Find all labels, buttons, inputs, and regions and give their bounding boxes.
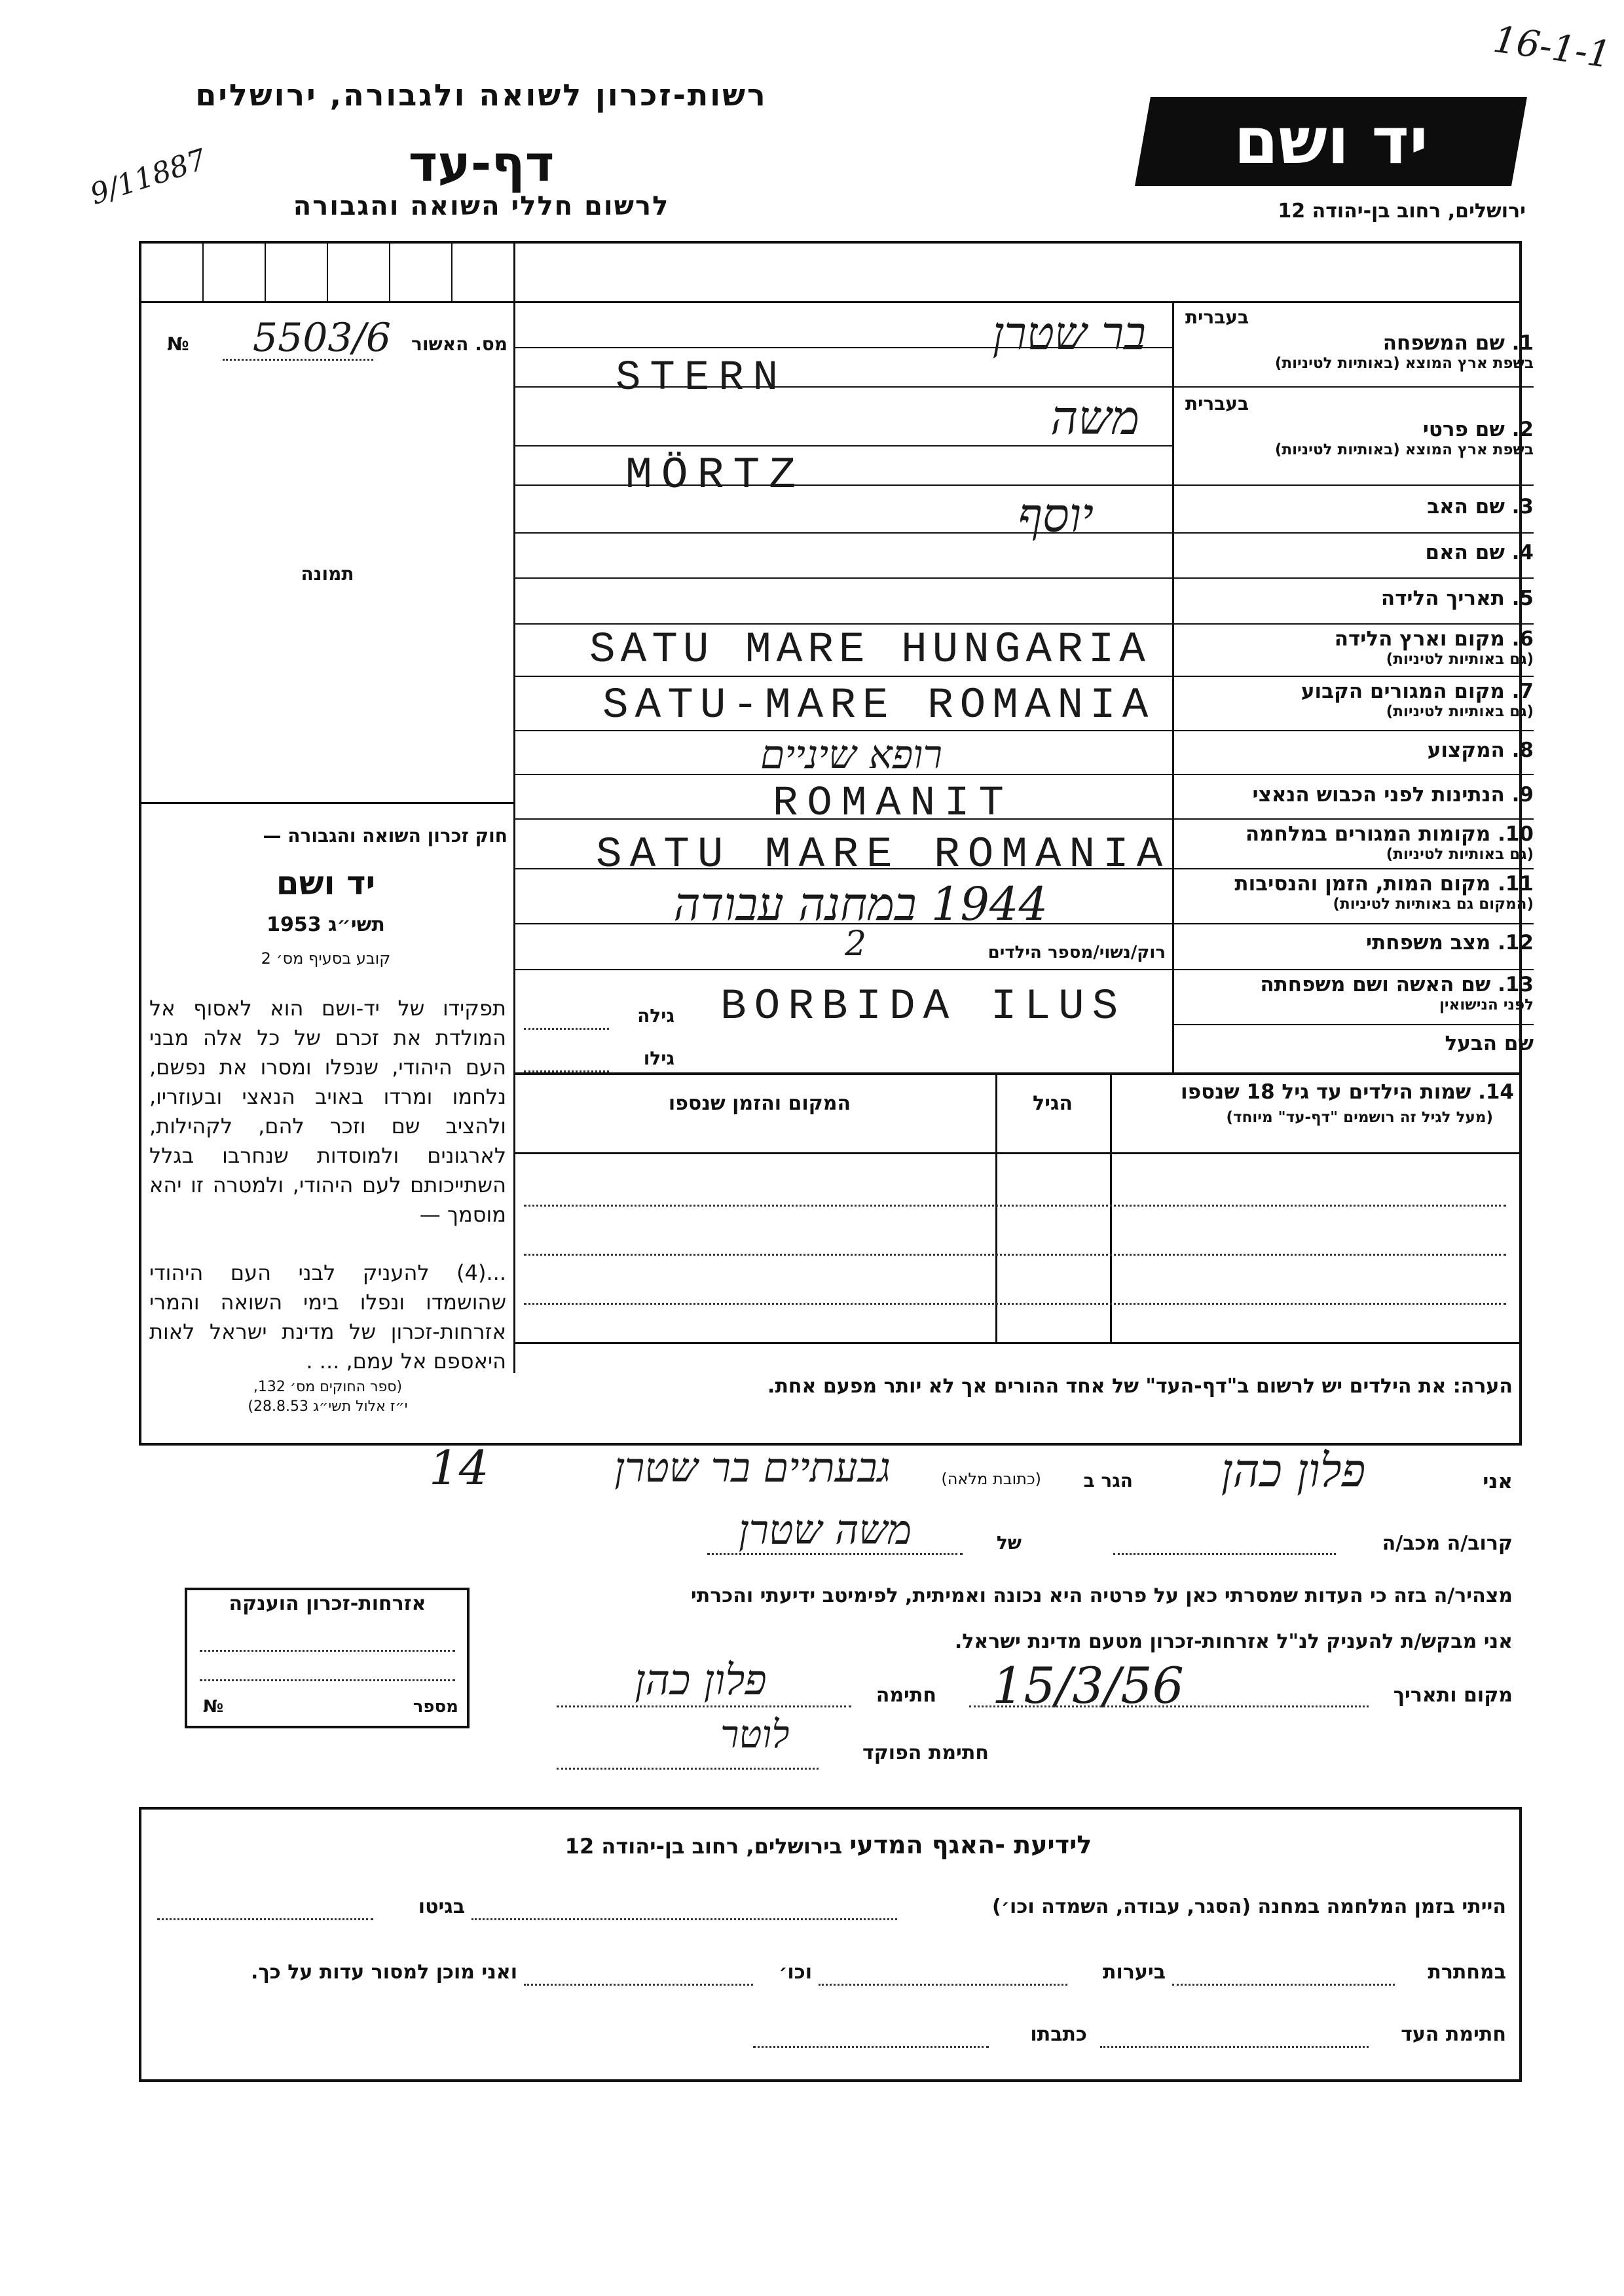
field10-sublabel: (גם באותיות לטיניות) (1386, 846, 1534, 863)
field2-hebrew-tag: בעברית (1185, 393, 1249, 414)
citizenship-dotted-line (200, 1650, 455, 1652)
field-separator (1172, 730, 1534, 731)
field-separator (1172, 774, 1534, 775)
citizenship-number-label: מספר (413, 1697, 458, 1717)
surname-latin-value: STERN (616, 355, 788, 402)
residence-value: SATU-MARE ROMANIA (602, 681, 1155, 730)
officer-signature-label: חתימת הפוקד (862, 1741, 989, 1764)
value-line (515, 969, 1172, 970)
of-label: של (996, 1532, 1022, 1554)
citizenship-number-prefix: № (203, 1697, 224, 1717)
children-header (1113, 1080, 1519, 1142)
value-line (515, 623, 1172, 625)
field1-sublabel: בשפת ארץ המוצא (באותיות לטיניות) (1274, 355, 1534, 372)
registration-label: מס. האשור (411, 333, 507, 355)
field1-label: 1. שם המשפחה (1382, 331, 1534, 355)
footer-line3-b: כתבתו (1030, 2023, 1087, 2046)
handwritten-number: 14 (429, 1440, 489, 1495)
field5-label: 5. תאריך הלידה (1380, 587, 1534, 610)
law-source: (ספר החוקים מס׳ 132, (253, 1379, 403, 1395)
signature-label: חתימה (876, 1684, 936, 1707)
children-table-bottom (515, 1342, 1519, 1344)
footer-line3-a: חתימת העד (1401, 2023, 1506, 2046)
field2-sublabel: בשפת ארץ המוצא (באותיות לטיניות) (1274, 441, 1534, 458)
field-separator (1172, 868, 1534, 869)
wartime-residence-value: SATU MARE ROMANIA (596, 830, 1171, 879)
husband-age-label: גילו (643, 1048, 674, 1069)
footer-dotted-line (819, 1984, 1067, 1986)
field-separator (1172, 532, 1534, 534)
tick-cells (141, 244, 513, 301)
field13-sublabel: לפני הנישואין (1439, 996, 1534, 1013)
footer-line2-c: וכו׳ (779, 1961, 812, 1984)
photo-placeholder-label: תמונה (301, 563, 354, 585)
registration-dotted-line (223, 359, 373, 361)
birthplace-value: SATU MARE HUNGARIA (589, 625, 1151, 674)
field4-label: 4. שם האם (1425, 541, 1534, 564)
registration-prefix: № (167, 333, 189, 355)
date-value: 15/3/56 (992, 1656, 1184, 1715)
footer-dotted-line (1172, 1984, 1395, 1986)
resident-label: הגר ב (1083, 1470, 1133, 1491)
footer-line1-b: בגיטו (418, 1895, 465, 1918)
field-separator (1172, 484, 1534, 486)
relative-dotted-line (1113, 1553, 1336, 1555)
field-separator (1172, 818, 1534, 820)
profession-value: רופא שיניים (760, 732, 942, 778)
value-line (515, 676, 1172, 677)
footer-title-rest: בירושלים, רחוב בן-יהודה 12 (564, 1834, 850, 1859)
field-separator (1172, 623, 1534, 625)
field-separator (1172, 969, 1534, 970)
law-date: י״ז אלול תשי״ג 28.8.53) (248, 1398, 408, 1415)
place-date-label: מקום ותאריך (1393, 1684, 1513, 1707)
field1-hebrew-tag: בעברית (1185, 306, 1249, 328)
footer-dotted-line (753, 2046, 989, 2048)
address-hint: (כתובת מלאה) (941, 1470, 1041, 1488)
field13-label: 13. שם האשה ושם משפחתה (1260, 973, 1534, 996)
fields-labels-column (1172, 301, 1534, 1074)
footer-line1-a: הייתי בזמן המלחמה במחנה (הסגר, עבודה, השמדה וכו׳) (992, 1895, 1506, 1918)
field9-label: 9. הנתינות לפני הכבוש הנאצי (1252, 783, 1534, 807)
law-clause: קובע בסעיף מס׳ 2 (261, 949, 391, 968)
footer-line2-a: במחתרת (1428, 1961, 1506, 1984)
wife-age-dotted-line (524, 1028, 609, 1030)
field14-label: 14. שמות הילדים עד גיל 18 שנספו (1181, 1080, 1514, 1104)
children-note: הערה: את הילדים יש לרשום ב"דף-העד" של אחד ההורים אך לא יותר מפעם אחת. (767, 1375, 1513, 1398)
reference-number-top-left: 9/11887 (86, 143, 211, 211)
field11-label: 11. מקום המות, הזמן והנסיבות (1234, 872, 1534, 896)
footer-title (151, 1831, 1506, 1859)
footer-dotted-line (524, 1984, 753, 1986)
declarant-i-label: אני (1483, 1470, 1513, 1493)
husband-label: שם הבעל (1445, 1032, 1534, 1055)
form-title: דף-עד (408, 134, 555, 192)
footer-line2-b: ביערות (1103, 1961, 1166, 1984)
field10-label: 10. מקומות המגורים במלחמה (1245, 822, 1534, 846)
signature-value: פלון כהן (635, 1656, 767, 1705)
law-title: חוק זכרון השואה והגבורה — (263, 825, 507, 847)
field-separator (1172, 386, 1534, 388)
column-divider (513, 244, 515, 1373)
value-line (515, 730, 1172, 731)
value-line (515, 386, 1172, 388)
law-year: תשי״ג 1953 (267, 913, 385, 936)
field-separator (1172, 1024, 1534, 1025)
field3-label: 3. שם האב (1427, 495, 1534, 519)
field6-label: 6. מקום וארץ הלידה (1334, 627, 1534, 651)
law-name: יד ושם (276, 864, 376, 902)
value-line (515, 484, 1172, 486)
nationality-value: ROMANIT (773, 780, 1013, 828)
citizenship-granted-title: אזרחות-זכרון הוענקה (229, 1592, 426, 1615)
footer-dotted-line (471, 1918, 897, 1920)
first-name-latin-value: MÖRTZ (625, 450, 805, 501)
citizenship-request: אני מבקש/ת להעניק לנ"ל אזרחות-זכרון מטעם מדינת ישראל. (954, 1630, 1513, 1653)
footer-dotted-line (1100, 2046, 1369, 2048)
surname-hebrew-value: בר שטרן (992, 306, 1146, 360)
field11-sublabel: (המקום גם באותיות לטיניות) (1333, 896, 1534, 913)
of-dotted-line (707, 1553, 963, 1555)
reference-number-top-right: 16-1-1 (1490, 18, 1614, 77)
field-separator (1172, 577, 1534, 579)
marital-inline-label: רוק/נשוי/מספר הילדים (987, 943, 1166, 962)
footer-title-bold: לידיעת -האגף המדעי (849, 1831, 1092, 1859)
registration-value: 5503/6 (252, 315, 391, 361)
field2-label: 2. שם פרטי (1422, 418, 1534, 441)
footer-line2-d: ואני מוכן למסור עדות על כך. (251, 1961, 517, 1984)
registration-number (167, 315, 507, 362)
field-separator (1172, 923, 1534, 924)
law-text: תפקידו של יד-ושם הוא לאסוף אל המולדת את זכרם של כל אלה מבני העם היהודי, שנפלו ומסרו את נפשם, נלחמו ומרדו באויב הנאצי ובעוזריו, ולהציב שם וזכר להם, לקהילות, לארגונים ולמוסדות שנחרבו בגלל השתייכותם לעם היהודי, ולמטרה זו יהא מוסמך — (149, 996, 506, 1227)
wife-name-value: BORBIDA ILUS (720, 982, 1126, 1031)
relative-label: קרוב/ה מכב/ה (1382, 1532, 1513, 1555)
declarant-address-value: גבעתיים בר שטרן (614, 1444, 891, 1491)
children-place-header: המקום והזמן שנספו (668, 1092, 851, 1115)
father-name-value: יוסף (1018, 488, 1094, 543)
wife-age-label: גילה (637, 1005, 674, 1027)
children-col-divider (1110, 1075, 1112, 1342)
children-row (524, 1254, 1506, 1256)
authority-name: רשות-זכרון לשואה ולגבורה, ירושלים (195, 77, 767, 113)
children-row (524, 1303, 1506, 1305)
declarant-name-value: פלון כהן (1221, 1444, 1366, 1497)
first-name-hebrew-value: משה (1050, 390, 1139, 445)
date-dotted-line (969, 1705, 1369, 1707)
field7-label: 7. מקום המגורים הקבוע (1301, 680, 1534, 703)
citizenship-dotted-line (200, 1679, 455, 1681)
children-age-header: הגיל (1033, 1092, 1073, 1115)
field6-sublabel: (גם באותיות לטיניות) (1386, 651, 1534, 668)
law-box-border (141, 802, 513, 804)
children-header-bottom (515, 1152, 1519, 1154)
field14-sublabel: (מעל לגיל זה רושמים "דף-עד" מיוחד) (1226, 1109, 1493, 1126)
field-separator (1172, 676, 1534, 677)
victim-name-value: משה שטרן (738, 1506, 912, 1554)
declaration-statement: מצהיר/ה בזה כי העדות שמסרתי כאן על פרטיה היא נכונה ואמיתית, לפימיטב ידיעתי והכרתי (690, 1584, 1513, 1607)
children-row (524, 1205, 1506, 1207)
death-place-value: 1944 במחנה עבודה (673, 877, 1048, 931)
value-line (515, 577, 1172, 579)
law-item-4: ...(4) להעניק לבני העם היהודי שהושמדו ונפלו בימי השואה והמרי אזרחות-זכרון של מדינת ישראל לאות היאספם אל עמם, ... . (149, 1260, 506, 1374)
field12-label: 12. מצב משפחתי (1365, 931, 1534, 955)
footer-dotted-line (157, 1918, 373, 1920)
signature-dotted-line (557, 1705, 851, 1707)
field8-label: 8. המקצוע (1427, 738, 1534, 762)
officer-dotted-line (557, 1768, 819, 1770)
field7-sublabel: (גם באותיות לטיניות) (1386, 703, 1534, 720)
children-col-divider (995, 1075, 997, 1342)
officer-signature-value: לוטר (720, 1712, 790, 1757)
logo-text: יד ושם (1234, 104, 1428, 179)
children-count-value: 2 (845, 924, 867, 964)
form-subtitle: לרשום חללי השואה והגבורה (293, 191, 670, 221)
address: ירושלים, רחוב בן-יהודה 12 (1278, 200, 1526, 223)
children-table-top (515, 1072, 1519, 1075)
